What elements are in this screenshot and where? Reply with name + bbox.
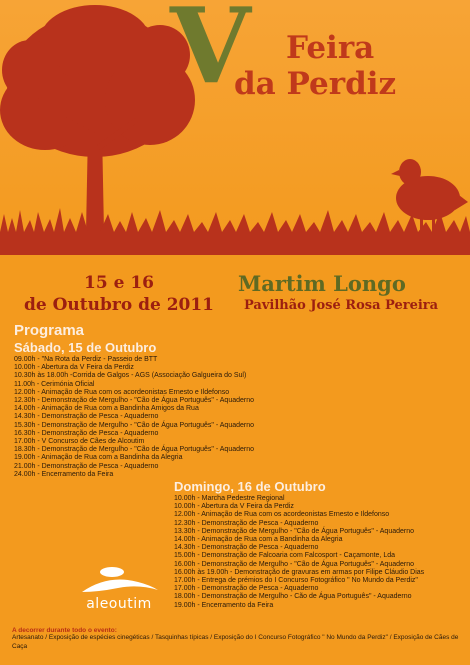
day2-schedule: [174, 495, 424, 610]
day1-schedule: [14, 356, 254, 479]
list-item: 18.00h - Demonstração de Mergulho - Cão de Água Português" - Aquaderno: [174, 593, 412, 601]
list-item: 14.30h - Demonstração de Pesca - Aquaderno: [174, 544, 319, 552]
list-item: 09.00h - "Na Rota da Perdiz - Passeio de BTT: [14, 356, 158, 363]
list-item: 15.30h - Demonstração de Mergulho - "Cão de Água Português" - Aquaderno: [14, 421, 255, 429]
list-item: 12.30h - Demonstração de Pesca - Aquaderno: [174, 519, 319, 527]
footer-title: A decorrer durante todo o evento:: [12, 627, 117, 634]
list-item: 19.00h - Encerramento da Feira: [174, 601, 274, 609]
list-item: 16.00h - Demonstração de Mergulho - "Cão de Água Português" - Aquaderno: [174, 560, 415, 568]
program-title: Programa: [14, 322, 85, 339]
list-item: 17.00h - Demonstração de Pesca - Aquaderno: [174, 585, 319, 593]
dates-line1: 15 e 16: [84, 273, 154, 293]
dates-line2: de Outubro de 2011: [23, 295, 215, 315]
logo-wordmark: aleoutim: [86, 596, 152, 612]
list-item: 12.00h - Animação de Rua com os acordeonistas Ernesto e Ildefonso: [174, 511, 390, 519]
list-item: 19.00h - Animação de Rua com a Bandinha da Alegria: [14, 454, 183, 462]
list-item: 18.30h - Demonstração de Mergulho - "Cão de Água Português" - Aquaderno: [14, 446, 255, 454]
partridge-icon: [391, 159, 468, 232]
grass-field: [0, 208, 470, 255]
footer-text: Artesanato / Exposição de espécies cinegéticas / Tasquinhas típicas / Exposição do I Concurso Fotográfico " No Mundo da Perdiz" / Exposição de Cães de Caça: [12, 634, 459, 650]
list-item: 11.00h - Cerimónia Oficial: [14, 380, 95, 388]
list-item: 15.00h - Demonstração de Falcoaria com Falcosport - Caçamonte, Lda: [174, 552, 395, 560]
list-item: 13.30h - Demonstração de Mergulho - "Cão de Água Português" - Aquaderno: [174, 527, 415, 535]
list-item: 17.00h - Entrega de prémios do I Concurso Fotográfico " No Mundo da Perdiz": [174, 577, 418, 585]
tree-icon: [0, 5, 195, 232]
event-venue: Pavilhão José Rosa Pereira: [244, 298, 439, 313]
list-item: 24.00h - Encerramento da Feira: [14, 470, 114, 478]
list-item: 14.00h - Animação de Rua com a Bandinha da Alegria: [174, 536, 343, 544]
event-location: Martim Longo: [238, 271, 406, 296]
list-item: 12.30h - Demonstração de Mergulho - "Cão de Água Português" - Aquaderno: [14, 397, 255, 405]
list-item: 10.00h - Abertura da V Feira da Perdiz: [14, 364, 134, 372]
list-item: 14.30h - Demonstração de Pesca - Aquaderno: [14, 413, 159, 421]
event-title-line2: da Perdiz: [234, 66, 397, 102]
hero-illustration: [0, 0, 470, 255]
list-item: 12.00h - Animação de Rua com os acordeonistas Ernesto e Ildefonso: [14, 388, 230, 396]
list-item: 21.00h - Demonstração de Pesca - Aquaderno: [14, 462, 159, 470]
list-item: 10.00h - Abertura da V Feira da Perdiz: [174, 503, 294, 511]
day2-heading: Domingo, 16 de Outubro: [174, 479, 326, 494]
list-item: 10.30h às 18.00h -Corrida de Galgos - AGS (Associação Galgueira do Sul): [14, 372, 247, 380]
list-item: 10.00h - Marcha Pedestre Regional: [174, 495, 285, 502]
event-title-line1: Feira: [286, 30, 375, 66]
list-item: 16.00h às 19.00h - Demonstração de gravuras em armas por Filipe Cláudio Dias: [174, 568, 425, 576]
edition-numeral: V: [170, 0, 251, 107]
list-item: 17.00h - V Concurso de Cães de Alcoutim: [14, 438, 145, 446]
event-dates: [14, 272, 224, 316]
list-item: 16.30h - Demonstração de Pesca - Aquaderno: [14, 429, 159, 437]
day1-heading: Sábado, 15 de Outubro: [14, 340, 157, 355]
list-item: 14.00h - Animação de Rua com a Bandinha Amigos da Rua: [14, 405, 199, 413]
